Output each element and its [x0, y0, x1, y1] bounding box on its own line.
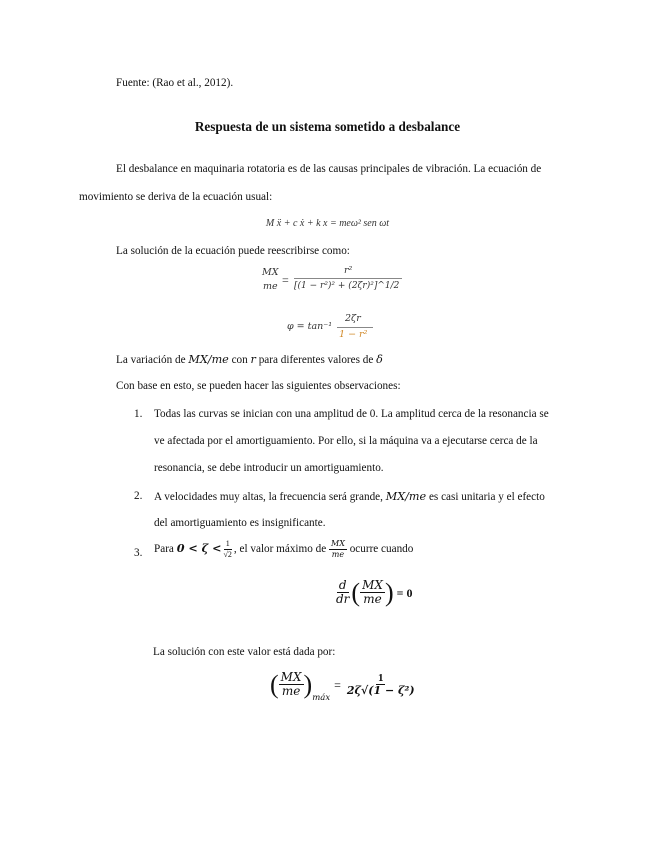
intro-paragraph-line-2: movimiento se deriva de la ecuación usual:	[79, 191, 273, 203]
item-3-mx-me-fraction: $\frac{MX}{me}$	[331, 539, 345, 559]
amp-fraction-bar	[294, 278, 402, 279]
equals-sign: =	[282, 273, 289, 287]
source-citation: Fuente: (Rao et al., 2012).	[116, 77, 234, 89]
variation-sentence	[116, 353, 383, 366]
derivative-equation	[334, 578, 412, 608]
amp-right-numerator: r²	[344, 265, 353, 276]
item-3-cond-fraction: $\frac{1}{√2}$	[223, 539, 232, 559]
max-equals-sign: =	[334, 677, 341, 692]
amp-left-denominator: me	[263, 281, 278, 292]
amp-right-denominator: [(1 − r²)² + (2ζr)²]^1/2	[294, 281, 400, 291]
solution-intro-text: La solución de la ecuación puede reescribirse como:	[116, 245, 350, 257]
item-2-text-1: A velocidades muy altas, la frecuencia será grande,	[154, 491, 386, 503]
max-rhs-fraction: $\frac{1}{\text{2ζ√(1 − ζ²)}}$	[346, 672, 415, 698]
variation-text-2: con	[228, 354, 251, 366]
intro-paragraph-line-1: El desbalance en maquinaria rotatoria es de las causas principales de vibración. La ecuación de	[116, 163, 542, 175]
list-item-2-line-2: del amortiguamiento es insignificante.	[154, 517, 326, 529]
phase-denominator: 1 − r²	[339, 329, 368, 340]
list-item-2-number: 2.	[134, 490, 143, 502]
section-heading: Respuesta de un sistema sometido a desbalance	[194, 119, 461, 134]
phase-left: φ = tan⁻¹	[287, 321, 333, 332]
item-2-math-mx-me: MX/me	[385, 490, 427, 503]
phase-numerator: 2ζr	[345, 313, 361, 324]
item-3-condition: 0 < ζ <	[176, 541, 222, 556]
item-2-text-2: es casi unitaria y el efecto	[426, 491, 545, 503]
item-3-text-2: , el valor máximo de	[233, 543, 329, 556]
max-right-paren: )	[303, 670, 313, 699]
max-mx-me-fraction: $\frac{MX}{me}$	[280, 670, 302, 699]
solution-value-intro: La solución con este valor está dada por:	[153, 646, 336, 658]
max-left-paren: (	[270, 670, 279, 699]
left-paren: (	[351, 578, 361, 607]
item-3-text-1: Para	[154, 543, 177, 556]
variation-text-3: para diferentes valores de	[255, 354, 377, 366]
list-item-3-number: 3.	[134, 547, 143, 559]
list-item-2-line-1	[154, 490, 545, 503]
deriv-operator: $\frac{d}{dr}$	[336, 578, 350, 607]
amp-left-numerator: MX	[262, 267, 279, 278]
list-item-1-line-2: ve afectada por el amortiguamiento. Por ello, si la máquina va a ejecutarse cerca de la	[154, 435, 538, 447]
item-3-text-3: ocurre cuando	[346, 543, 414, 556]
max-subscript: máx	[312, 692, 331, 703]
deriv-rhs: = 0	[396, 585, 413, 600]
deriv-inner-fraction: $\frac{MX}{me}$	[362, 578, 383, 607]
list-item-1-number: 1.	[134, 408, 143, 420]
observations-intro: Con base en esto, se pueden hacer las siguientes observaciones:	[116, 380, 401, 392]
amplitude-ratio-equation	[262, 265, 412, 305]
phase-fraction-bar	[337, 327, 373, 328]
variation-math-r: r	[250, 353, 256, 366]
variation-math-delta: δ	[376, 353, 383, 366]
equation-of-motion: M ẍ + c ẋ + k x = meω² sen ωt	[265, 218, 390, 229]
right-paren: )	[384, 578, 394, 607]
list-item-1-line-1: Todas las curvas se inician con una amplitud de 0. La amplitud cerca de la resonancia se	[154, 408, 549, 420]
list-item-1-line-3: resonancia, se debe introducir un amortiguamiento.	[154, 462, 384, 474]
max-amplitude-equation	[270, 670, 417, 703]
variation-text-1: La variación de	[116, 354, 189, 366]
phase-angle-equation	[287, 313, 387, 347]
list-item-3-line	[154, 540, 413, 559]
variation-math-mx-me: MX/me	[188, 353, 229, 366]
